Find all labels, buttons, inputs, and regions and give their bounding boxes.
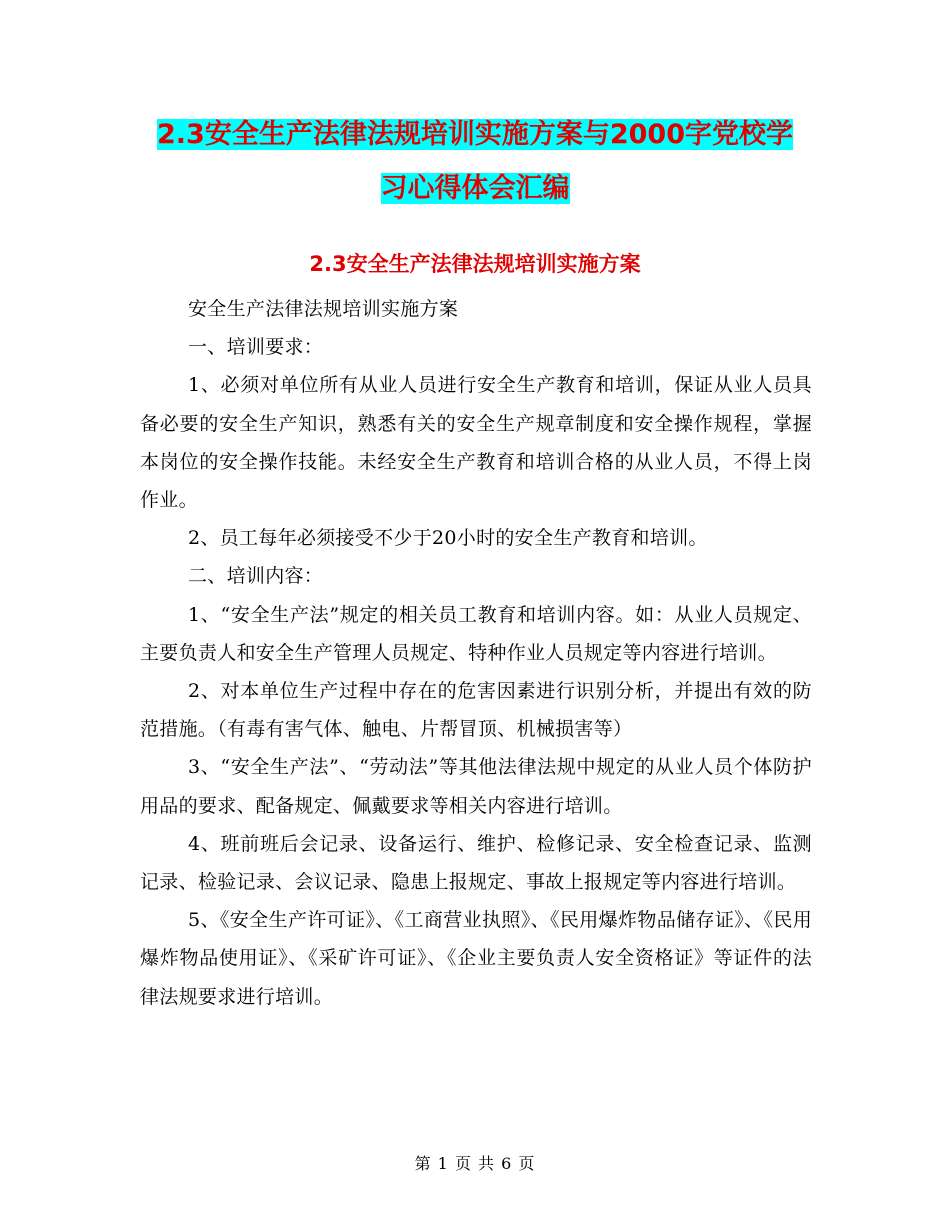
paragraph-heading-content: 二、培训内容： [188,565,324,588]
paragraph-content-4: 4、班前班后会记录、设备运行、维护、检修记录、安全检查记录、监测记录、检验记录、会议记录、隐患上报规定、事故上报规定等内容进行培训。 [140,832,812,894]
document-title-line-1: 2.3安全生产法律法规培训实施方案与2000字党校学 [157,119,793,150]
paragraph-requirement-2: 2、员工每年必须接受不少于20小时的安全生产教育和培训。 [188,527,708,550]
paragraph-content-3: 3、“安全生产法”、“劳动法”等其他法律法规中规定的从业人员个体防护用品的要求、配备规定、佩戴要求等相关内容进行培训。 [140,756,812,817]
document-body [140,290,812,1016]
section-title: 2.3安全生产法律法规培训实施方案 [309,252,641,276]
document-title-line-2: 习心得体会汇编 [380,173,570,204]
paragraph-subtitle: 安全生产法律法规培训实施方案 [188,298,459,320]
paragraph-content-5: 5、《安全生产许可证》、《工商营业执照》、《民用爆炸物品储存证》、《民用爆炸物品使用证》、《采矿许可证》、《企业主要负责人安全资格证》等证件的法律法规要求进行培训。 [140,909,812,1008]
document-title [140,108,810,216]
paragraph-requirement-1: 1、必须对单位所有从业人员进行安全生产教育和培训，保证从业人员具备必要的安全生产知识，熟悉有关的安全生产规章制度和安全操作规程，掌握本岗位的安全操作技能。未经安全生产教育和培训合格的从业人员，不得上岗作业。 [140,374,812,512]
paragraph-content-1: 1、“安全生产法”规定的相关员工教育和培训内容。如：从业人员规定、主要负责人和安全生产管理人员规定、特种作业人员规定等内容进行培训。 [140,603,812,664]
paragraph-heading-requirements: 一、培训要求： [188,336,324,359]
page-footer: 第 1 页 共 6 页 [414,1154,536,1173]
paragraph-content-2: 2、对本单位生产过程中存在的危害因素进行识别分析，并提出有效的防范措施。（有毒有害气体、触电、片帮冒顶、机械损害等） [140,680,812,741]
